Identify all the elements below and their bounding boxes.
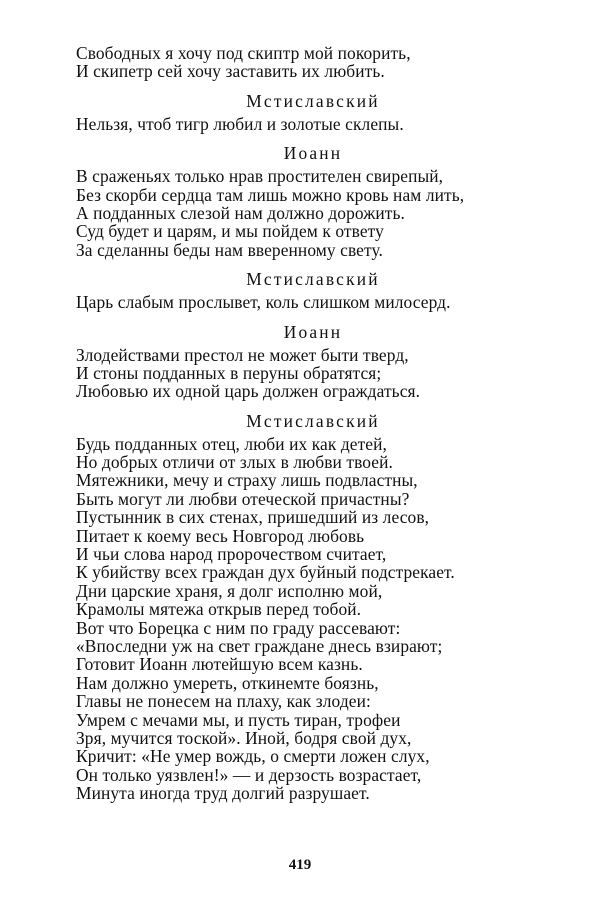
speaker-gap (76, 133, 546, 143)
verse-line: Будь подданных отец, люби их как детей, (76, 433, 387, 454)
verse-line: Любовью их одной царь должен ограждаться. (76, 381, 421, 402)
verse-line: Крамолы мятежа открыв перед тобой. (76, 599, 362, 620)
verse-line: Готовит Иоанн лютейшую всем казнь. (76, 654, 363, 675)
speaker-name: Мстиславский (246, 269, 380, 290)
verse-line: Минута иногда труд долгий разрушает. (76, 783, 370, 804)
speaker-gap (76, 259, 546, 269)
verse-line: И чьи слова народ пророчеством считает, (76, 544, 387, 565)
speaker-gap (76, 312, 546, 322)
speaker-gap (76, 401, 546, 411)
verse-line: В сраженьях только нрав простителен свирепый, (76, 166, 444, 187)
verse-line: Без скорби сердца там лишь можно кровь нам лить, (76, 184, 465, 205)
verse-line: Нельзя, чтоб тигр любил и золотые склепы. (76, 113, 404, 134)
verse-line: Но добрых отличи от злых в любви твоей. (76, 452, 393, 473)
speaker-name: Иоанн (283, 143, 343, 164)
verse-line: Кричит: «Не умер вождь, о смерти ложен слух, (76, 746, 430, 767)
verse-line: Вот что Борецка с ним по граду рассевают: (76, 617, 401, 638)
verse-line: «Впоследни уж на свет граждане днесь взирают; (76, 635, 443, 656)
verse-line: Злодействами престол не может быти тверд, (76, 344, 409, 365)
verse-line: Царь слабым прослывет, коль слишком милосерд. (76, 292, 451, 313)
verse-line: Быть могут ли любви отеческой причастны? (76, 488, 410, 509)
speaker-name: Мстиславский (246, 410, 380, 431)
verse-line: Мятежники, мечу и страху лишь подвластны, (76, 470, 418, 491)
verse-line: Зря, мучится тоской». Иной, бодря свой дух, (76, 727, 412, 748)
verse-line: И скипетр сей хочу заставить их любить. (76, 61, 385, 82)
verse-line: А подданных слезой нам должно дорожить. (76, 202, 405, 223)
page-number: 419 (288, 857, 312, 873)
speaker-name: Мстиславский (246, 90, 380, 111)
verse-line: И стоны подданных в перуны обратятся; (76, 362, 382, 383)
verse-line: К убийству всех граждан дух буйный подстрекает. (76, 562, 455, 583)
verse-text-block (76, 44, 546, 803)
verse-line: За сделанны беды нам вверенному свету. (76, 239, 383, 260)
verse-line: Он только уязвлен!» — и дерзость возрастает, (76, 764, 422, 785)
speaker-gap (76, 81, 546, 91)
verse-line: Пустынник в сих стенах, пришедший из лесов, (76, 507, 430, 528)
verse-line: Питает к коему весь Новгород любовь (76, 525, 365, 546)
speaker-name: Иоанн (283, 321, 343, 342)
verse-line: Свободных я хочу под скиптр мой покорить, (76, 43, 411, 63)
verse-line: Нам должно умереть, откинемте боязнь, (76, 672, 379, 693)
verse-line: Главы не понесем на плаху, как злодеи: (76, 691, 371, 712)
verse-line: Суд будет и царям, и мы пойдем к ответу (76, 221, 384, 242)
verse-line: Дни царские храня, я долг исполню мой, (76, 580, 383, 601)
verse-line: Умрем с мечами мы, и пусть тиран, трофеи (76, 709, 401, 730)
